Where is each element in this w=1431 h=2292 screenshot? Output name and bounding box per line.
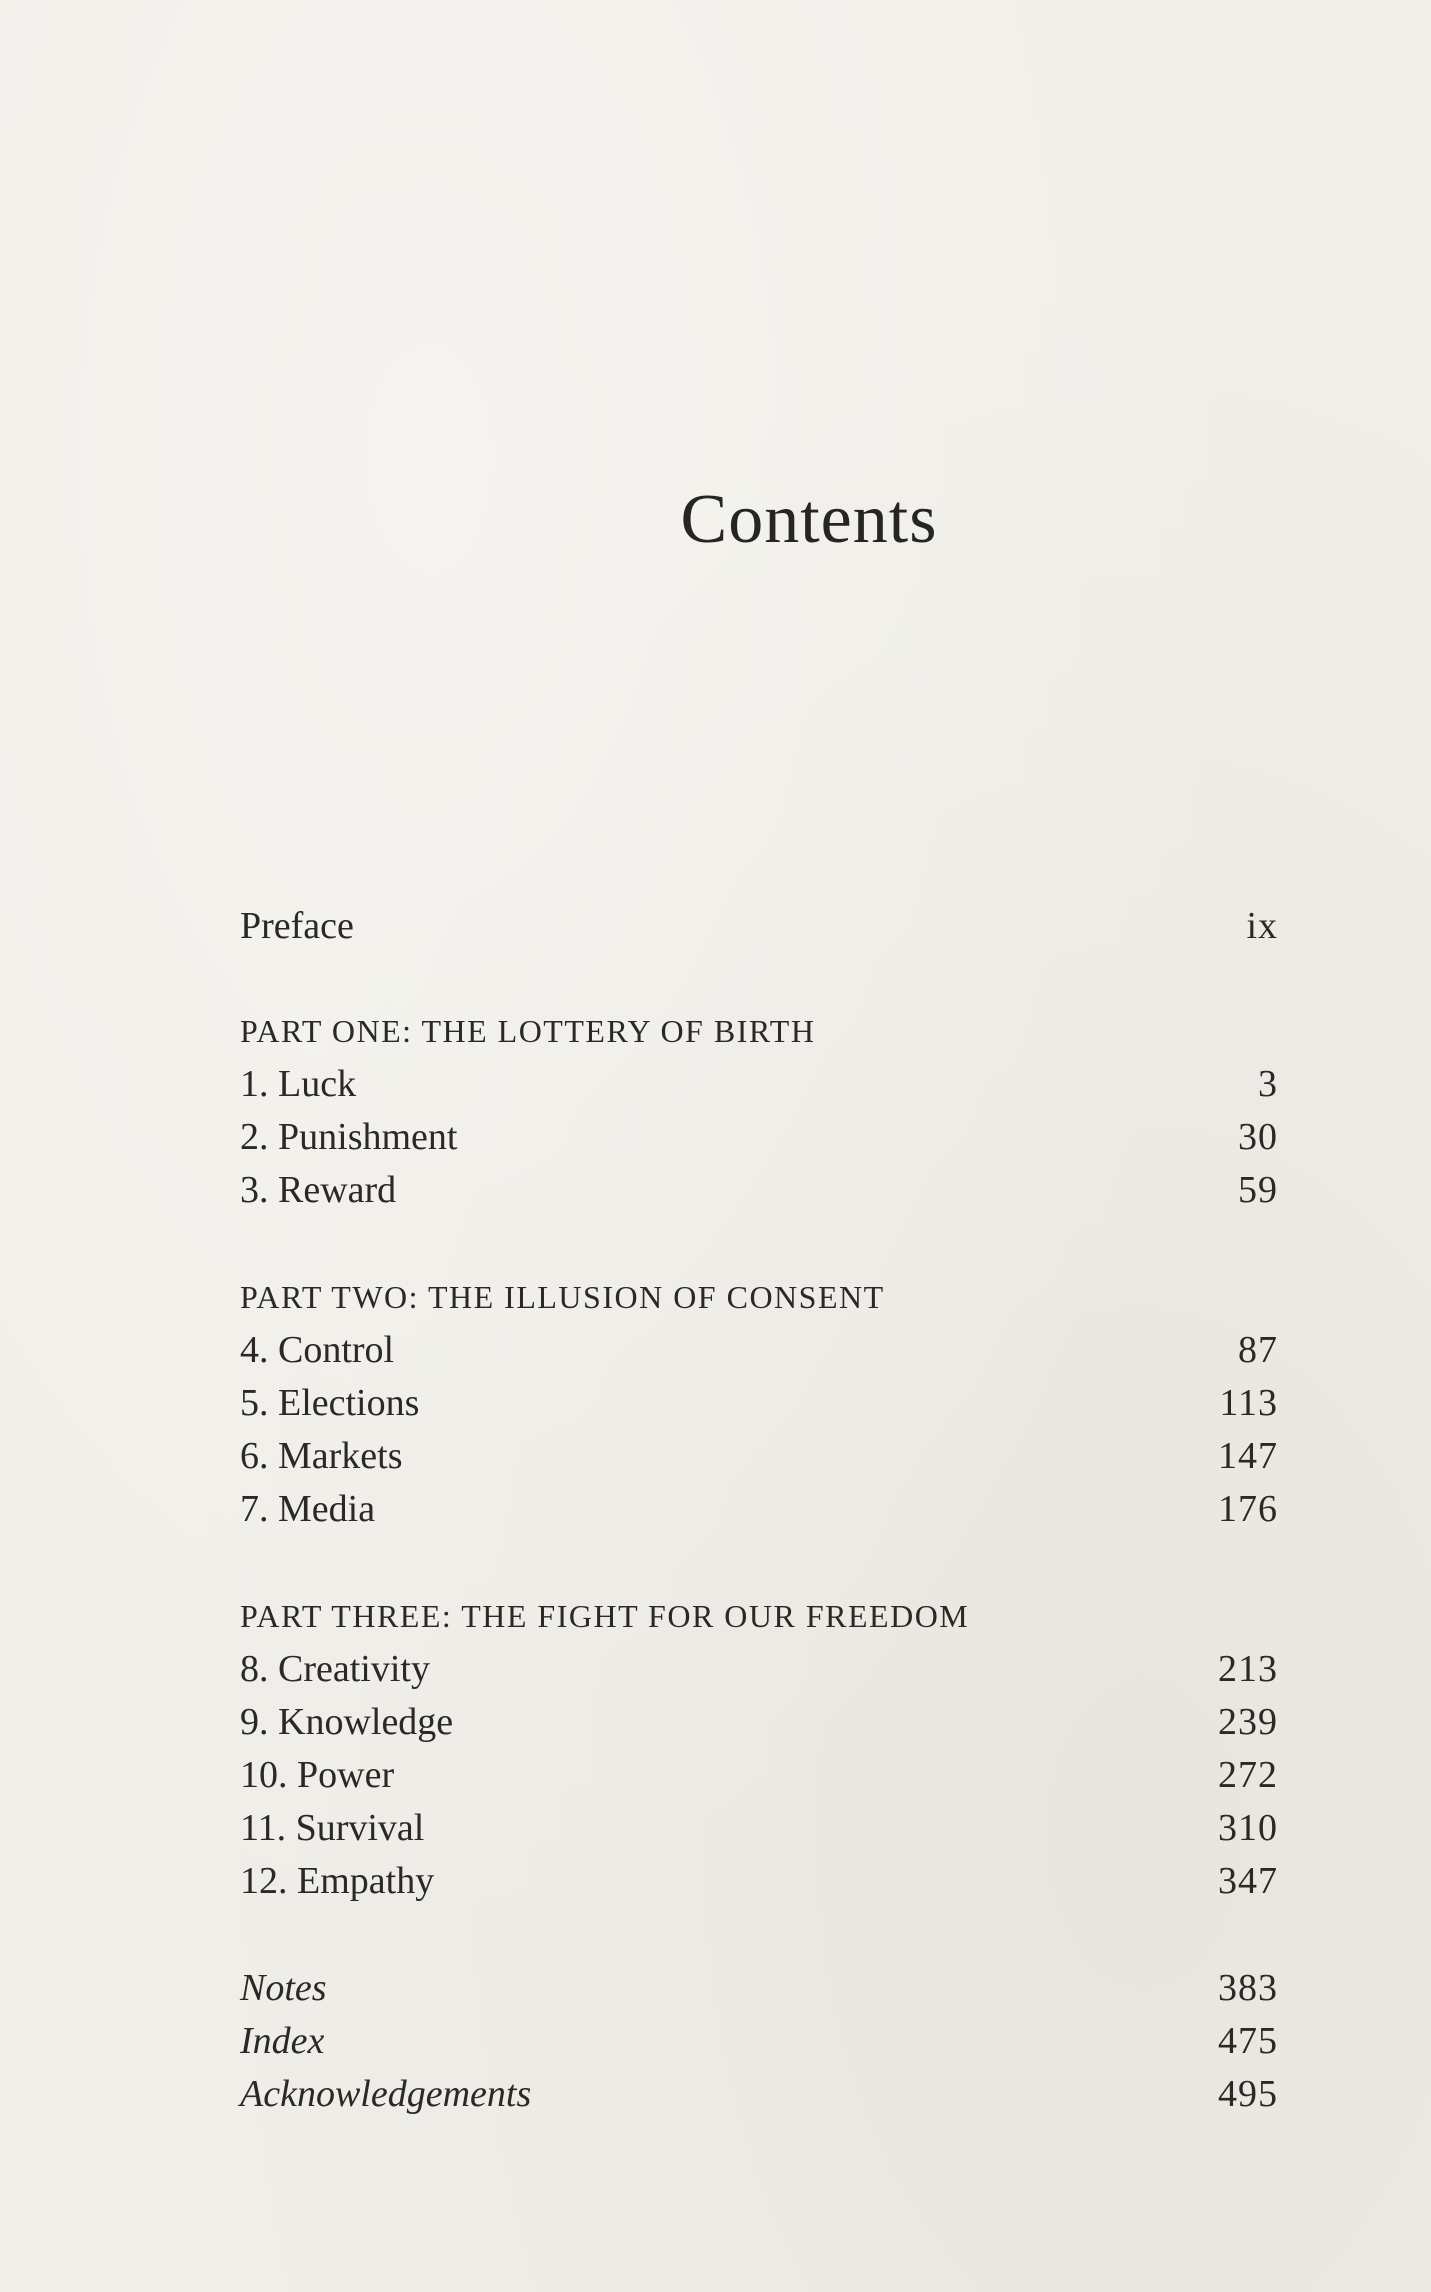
entry-page-number: 475 [1218,2020,1278,2062]
entry-label: 5. Elections [240,1382,420,1424]
entry-page-number: 30 [1238,1116,1278,1158]
entry-label: Acknowledgements [240,2073,532,2115]
part-heading: PART THREE: THE FIGHT FOR OUR FREEDOM [240,1598,970,1634]
entry-page-number: 213 [1218,1648,1278,1690]
spacer [240,1217,1278,1271]
toc-entry-chapter [240,1058,1278,1111]
toc-entry-chapter [240,1377,1278,1430]
part-heading: PART TWO: THE ILLUSION OF CONSENT [240,1279,885,1315]
entry-page-number: 495 [1218,2073,1278,2115]
entry-page-number: 347 [1218,1860,1278,1902]
toc-entry-chapter [240,1111,1278,1164]
toc-entry-preface [240,900,1278,953]
entry-label: Notes [240,1967,327,2009]
entry-label: 4. Control [240,1329,395,1371]
toc-entry-index [240,2015,1278,2068]
entry-label: 7. Media [240,1488,376,1530]
part-heading: PART ONE: THE LOTTERY OF BIRTH [240,1013,816,1049]
entry-label: Index [240,2020,325,2062]
entry-page-number: 147 [1218,1435,1278,1477]
table-of-contents [240,900,1278,2121]
entry-page-number: 383 [1218,1967,1278,2009]
entry-label: 1. Luck [240,1063,357,1105]
toc-entry-acknowledgements [240,2068,1278,2121]
entry-label: 9. Knowledge [240,1701,454,1743]
toc-entry-chapter [240,1483,1278,1536]
entry-label: 12. Empathy [240,1860,435,1902]
entry-label: 11. Survival [240,1807,425,1849]
entry-page-number: 87 [1238,1329,1278,1371]
entry-label: 6. Markets [240,1435,403,1477]
entry-label: 8. Creativity [240,1648,430,1690]
entry-label: 10. Power [240,1754,395,1796]
spacer [240,1908,1278,1962]
toc-entry-chapter [240,1855,1278,1908]
entry-page-number: 176 [1218,1488,1278,1530]
entry-page-number: 239 [1218,1701,1278,1743]
page-title: Contents [680,481,938,558]
toc-entry-chapter [240,1643,1278,1696]
entry-page-number: 310 [1218,1807,1278,1849]
toc-entry-chapter [240,1430,1278,1483]
entry-page-number: 3 [1258,1063,1278,1105]
entry-label: Preface [240,905,354,947]
entry-label: 2. Punishment [240,1116,458,1158]
spacer [240,1536,1278,1590]
toc-entry-chapter [240,1802,1278,1855]
entry-page-number: ix [1246,905,1278,947]
entry-label: 3. Reward [240,1169,397,1211]
entry-page-number: 59 [1238,1169,1278,1211]
toc-entry-chapter [240,1324,1278,1377]
toc-entry-chapter [240,1696,1278,1749]
spacer [240,953,1278,1005]
toc-entry-notes [240,1962,1278,2015]
toc-entry-chapter [240,1749,1278,1802]
entry-page-number: 113 [1219,1382,1278,1424]
toc-entry-chapter [240,1164,1278,1217]
entry-page-number: 272 [1218,1754,1278,1796]
